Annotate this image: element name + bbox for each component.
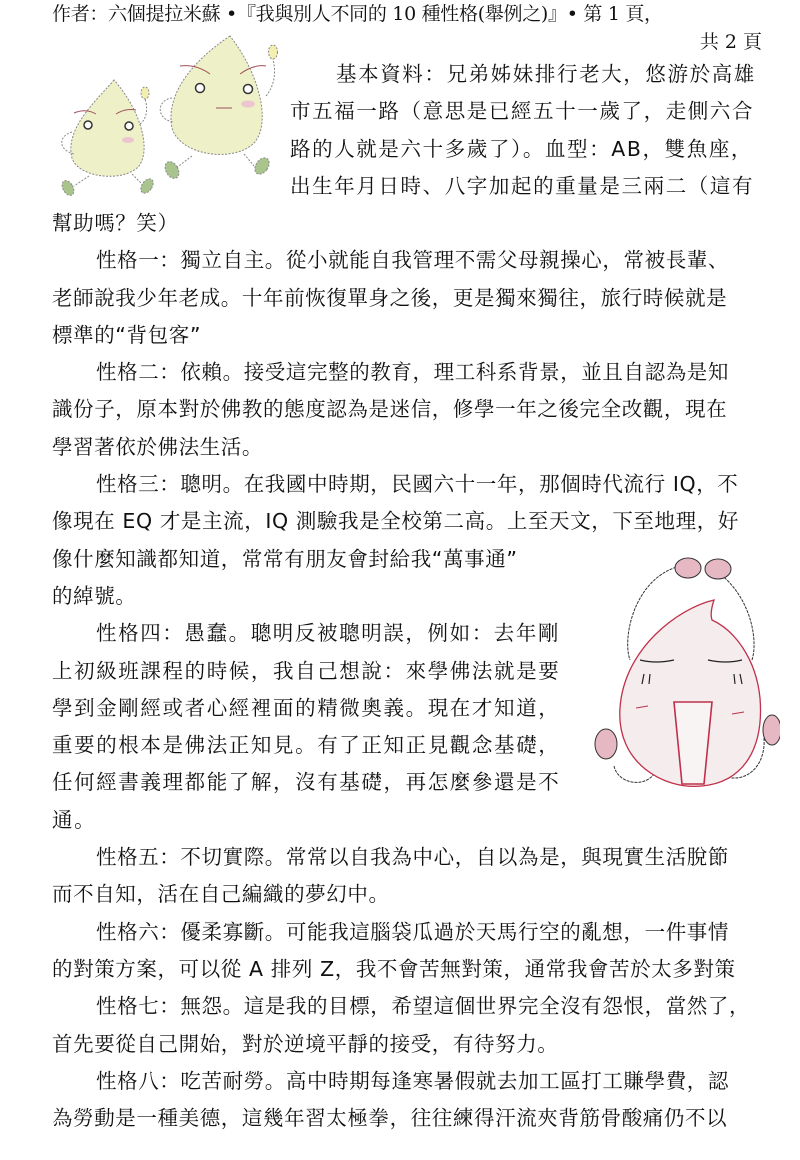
paragraph-line: 標準的“背包客” [52, 322, 202, 347]
paragraph-line: 而不自知，活在自己編織的夢幻中。 [52, 882, 390, 907]
paragraph-line: 任何經書義理都能了解，沒有基礎，再怎麼參還是不 [52, 770, 561, 795]
basic-info-block [290, 56, 764, 205]
trait-2-paragraph [52, 354, 764, 466]
paragraph-line: 的對策方案，可以從 A 排列 Z，我不會苦無對策，通常我會苦於太多對策 [52, 956, 736, 981]
paragraph-line: 性格三：聰明。在我國中時期，民國六十一年，那個時代流行 IQ，不 [96, 472, 739, 497]
trait-6-paragraph [52, 914, 764, 989]
basic-info-line: 基本資料：兄弟姊妹排行老大，悠游於高雄 [336, 62, 756, 86]
paragraph-line: 像現在 EQ 才是主流，IQ 測驗我是全校第二高。上至天文，下至地理，好 [52, 509, 739, 534]
trait-5-paragraph [52, 839, 764, 914]
paragraph-line: 性格五：不切實際。常常以自我為中心，自以為是，與現實生活脫節 [96, 845, 729, 870]
trait-1-paragraph [52, 242, 764, 354]
paragraph-line: 學到金剛經或者心經裡面的精微奧義。現在才知道， [52, 695, 561, 720]
pink-seed-character-illustration [584, 548, 780, 810]
small-seed-character [60, 80, 156, 197]
paragraph-line: 性格二：依賴。接受這完整的教育，理工科系背景，並且自認為是知 [96, 360, 729, 385]
paragraph-line: 上初級班課程的時候，我自己想說：來學佛法就是要 [52, 658, 561, 683]
basic-info-line: 路的人就是六十多歲了）。血型：AB，雙魚座， [290, 136, 754, 161]
paragraph-line: 重要的根本是佛法正知見。有了正知正見觀念基礎， [52, 733, 561, 758]
paragraph-line: 像什麼知識都知道，常常有朋友會封給我“萬事通” [52, 546, 518, 571]
paragraph-line: 性格四：愚蠢。聰明反被聰明誤，例如：去年剛 [96, 621, 561, 646]
paragraph-line: 學習著依於佛法生活。 [52, 434, 263, 459]
header-page-count: 共 2 頁 [699, 31, 762, 53]
trait-7-paragraph [52, 988, 764, 1063]
paragraph-line: 性格六：優柔寡斷。可能我這腦袋瓜過於天馬行空的亂想，一件事情 [96, 919, 729, 944]
seed-characters-illustration [44, 28, 284, 198]
basic-info-tail: 幫助嗎？笑） [52, 211, 179, 235]
header-title-line: 作者：六個提拉米蘇 •『我與別人不同的 10 種性格(舉例之)』• 第 1 頁， [52, 3, 663, 25]
paragraph-line: 的綽號。 [52, 583, 137, 608]
paragraph-line: 首先要從自己開始，對於逆境平靜的接受，有待努力。 [52, 1031, 559, 1056]
paragraph-line: 通。 [52, 807, 97, 832]
paragraph-line: 性格八：吃苦耐勞。高中時期每逢寒暑假就去加工區打工賺學費，認 [96, 1068, 729, 1093]
paragraph-line: 性格七：無怨。這是我的目標，希望這個世界完全沒有怨恨，當然了， [96, 994, 751, 1019]
paragraph-line: 老師說我少年老成。十年前恢復單身之後，更是獨來獨往，旅行時候就是 [52, 285, 728, 310]
basic-info-line: 出生年月日時、八字加起的重量是三兩二（這有 [290, 173, 755, 198]
trait-8-paragraph [52, 1063, 764, 1138]
paragraph-line: 性格一：獨立自主。從小就能自我管理不需父母親操心，常被長輩、 [96, 248, 729, 273]
basic-info-line: 市五福一路（意思是已經五十一歲了，走側六合 [290, 99, 755, 124]
paragraph-line: 為勞動是一種美德，這幾年習太極拳，往往練得汗流夾背筋骨酸痛仍不以 [52, 1106, 728, 1131]
paragraph-line: 識份子，原本對於佛教的態度認為是迷信，修學一年之後完全改觀，現在 [52, 397, 728, 422]
